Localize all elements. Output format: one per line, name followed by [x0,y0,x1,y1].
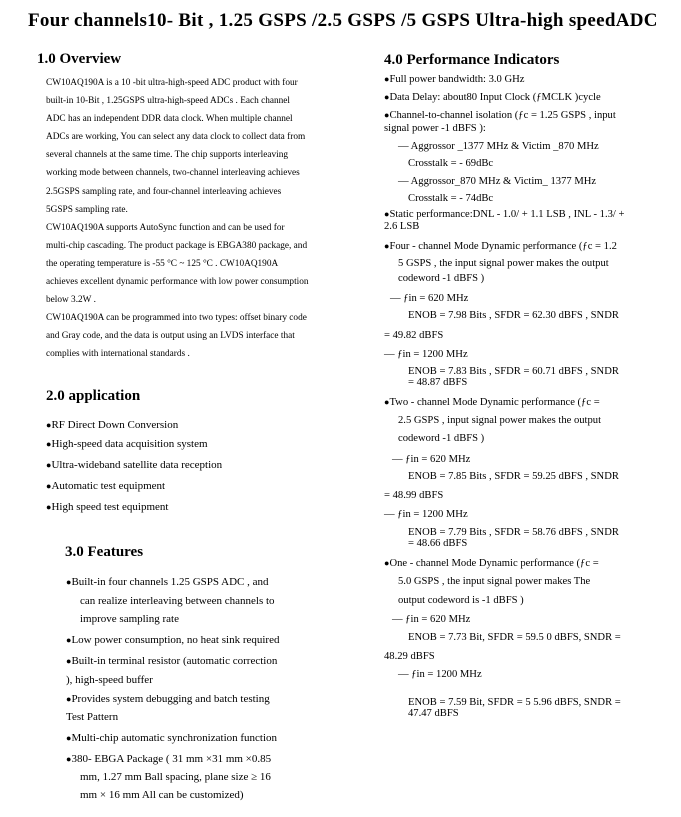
perf-item: ● Two - channel Mode Dynamic performance (ƒc = [384,397,600,408]
overview-line: multi-chip cascading. The product package is EBGA380 package, and [46,240,308,251]
perf-text: 5 GSPS , the input signal power makes the output [398,258,609,269]
feature-item-cont: mm × 16 mm All can be customized) [80,789,244,801]
page-title: Four channels10- Bit , 1.25 GSPS /2.5 GSPS /5 GSPS Ultra-high speedADC [28,10,658,31]
perf-text: signal power -1 dBFS ): [384,123,486,134]
application-item: ● Automatic test equipment [46,480,165,492]
perf-text: — ƒin = 1200 MHz [398,669,482,680]
overview-line: 2.5GSPS sampling rate, and four-channel interleaving achieves [46,186,282,197]
application-item: ● RF Direct Down Conversion [46,419,178,431]
overview-line: the operating temperature is -55 °C ~ 125 °C . CW10AQ190A [46,258,279,269]
feature-item-cont: mm, 1.27 mm Ball spacing, plane size ≥ 16 [80,771,271,783]
perf-text: — Aggrossor_870 MHz & Victim_ 1377 MHz [398,176,597,187]
perf-text: — ƒin = 620 MHz [392,454,471,465]
perf-text: = 48.99 dBFS [384,490,444,501]
perf-text: output codeword is -1 dBFS ) [398,595,524,606]
perf-text: — ƒin = 620 MHz [392,614,471,625]
features-heading: 3.0 Features [65,544,144,560]
perf-item: ● Data Delay: about80 Input Clock (ƒMCLK )cycle [384,92,601,103]
overview-line: complies with international standards . [46,349,190,360]
perf-text: = 48.87 dBFS [408,377,468,388]
perf-text: — Aggrossor _1377 MHz & Victim _870 MHz [398,141,599,152]
feature-item: ● Multi-chip automatic synchronization function [66,732,277,744]
perf-text: codeword -1 dBFS ) [398,433,485,444]
perf-text: Crosstalk = - 69dBc [408,158,494,169]
application-item: ● High speed test equipment [46,501,168,513]
overview-line: and Gray code, and the data is output using an LVDS interface that [46,331,295,342]
feature-item: ● Low power consumption, no heat sink required [66,634,279,646]
perf-text: ENOB = 7.98 Bits , SFDR = 62.30 dBFS , SNDR [408,310,619,321]
overview-line: CW10AQ190A can be programmed into two types: offset binary code [46,313,307,324]
overview-line: achieves excellent dynamic performance with low power consumption [46,277,309,288]
feature-item-cont: improve sampling rate [80,613,179,625]
perf-text: ENOB = 7.85 Bits , SFDR = 59.25 dBFS , SNDR [408,471,619,482]
feature-item: ● 380- EBGA Package ( 31 mm ×31 mm ×0.85 [66,753,271,765]
feature-item: ● Built-in terminal resistor (automatic correction [66,655,277,667]
perf-item: ● Four - channel Mode Dynamic performance (ƒc = 1.2 [384,241,617,252]
feature-item-cont: Test Pattern [66,711,119,723]
overview-line: CW10AQ190A is a 10 -bit ultra-high-speed ADC product with four [46,78,298,88]
overview-paragraph [46,74,309,364]
perf-text: Crosstalk = - 74dBc [408,193,494,204]
feature-item: ● Provides system debugging and batch testing [66,693,270,705]
overview-line: ADCs are working, You can select any data clock to collect data from [46,132,306,143]
overview-line: 5GSPS sampling rate. [46,204,128,215]
perf-text: 5.0 GSPS , the input signal power makes The [398,576,591,587]
application-heading: 2.0 application [46,388,141,404]
feature-item-cont: ), high-speed buffer [66,674,153,686]
perf-text: codeword -1 dBFS ) [398,273,485,284]
perf-text: 2.6 LSB [384,221,420,232]
overview-line: working mode between channels, two-channel interleaving achieves [46,168,300,179]
application-item: ● Ultra-wideband satellite data reception [46,459,222,471]
perf-text: = 49.82 dBFS [384,330,444,341]
feature-item: ● Built-in four channels 1.25 GSPS ADC , and [66,576,269,588]
application-item: ● High-speed data acquisition system [46,438,208,450]
perf-text: = 48.66 dBFS [408,538,468,549]
overview-line: CW10AQ190A supports AutoSync function and can be used for [46,222,285,233]
overview-line: several channels at the same time. The chip supports interleaving [46,150,288,161]
perf-text: ENOB = 7.79 Bits , SFDR = 58.76 dBFS , SNDR [408,527,619,538]
perf-item: ● Full power bandwidth: 3.0 GHz [384,74,525,85]
performance-heading: 4.0 Performance Indicators [384,52,560,68]
perf-text: 48.29 dBFS [384,651,435,662]
overview-line: built-in 10-Bit , 1.25GSPS ultra-high-speed ADCs . Each channel [46,96,291,107]
perf-text: — ƒin = 1200 MHz [384,509,468,520]
perf-item: ● One - channel Mode Dynamic performance (ƒc = [384,558,599,569]
perf-text: — ƒin = 1200 MHz [384,349,468,360]
overview-line: below 3.2W . [46,295,96,306]
perf-text: ENOB = 7.83 Bits , SFDR = 60.71 dBFS , SNDR [408,366,619,377]
feature-item-cont: can realize interleaving between channels to [80,595,275,607]
perf-text: ENOB = 7.73 Bit, SFDR = 59.5 0 dBFS, SNDR = [408,632,621,643]
perf-item: ● Static performance:DNL - 1.0/ + 1.1 LSB , INL - 1.3/ + [384,209,625,220]
overview-line: ADC has an independent DDR data clock. When multiple channel [46,114,293,125]
overview-heading: 1.0 Overview [37,51,122,67]
perf-text: — ƒin = 620 MHz [390,293,469,304]
perf-text: 2.5 GSPS , input signal power makes the output [398,415,602,426]
perf-item: ● Channel-to-channel isolation (ƒc = 1.25 GSPS , input [384,110,616,121]
perf-text: ENOB = 7.59 Bit, SFDR = 5 5.96 dBFS, SNDR = [408,697,621,708]
perf-text: 47.47 dBFS [408,708,459,719]
